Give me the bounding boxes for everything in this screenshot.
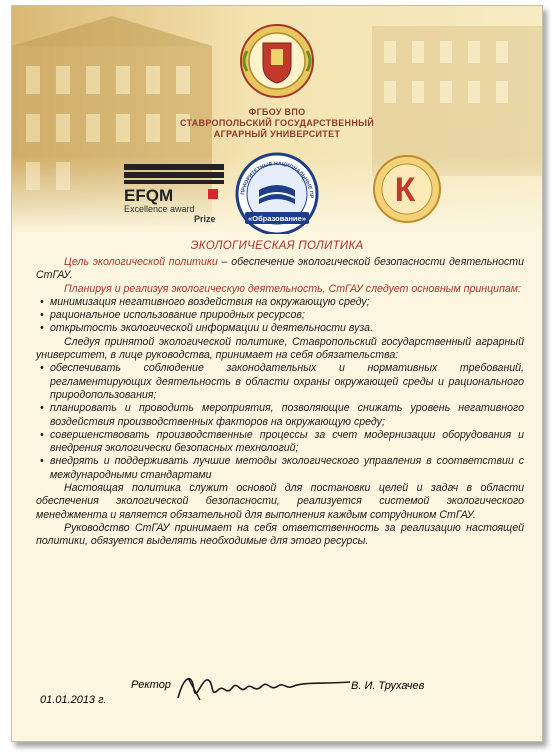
projects-arc-text: ПРИОРИТЕТНЫЕ НАЦИОНАЛЬНЫЕ ПР	[240, 160, 315, 199]
goal-rest: – обеспечение экологической безопасности деятельности СтГАУ.	[36, 256, 525, 282]
list-item: • рациональное использование природных ресурсов;	[50, 309, 524, 322]
efqm-wordmark: EFQM	[124, 186, 174, 205]
priority-national-projects-emblem	[237, 154, 317, 234]
list-item: • планировать и проводить мероприятия, позволяющие снижать уровень негативного воздействия производственных факторов на окружающую среду;	[50, 402, 524, 429]
quality-seal-icon	[374, 156, 440, 222]
list-item: • минимизация негативного воздействия на окружающую среду;	[50, 296, 524, 309]
efqm-award-line: Excellence award	[124, 204, 195, 214]
efqm-prize-line: Prize	[194, 214, 216, 224]
quality-seal-letter: К	[394, 171, 416, 209]
projects-label: «Образование»	[248, 214, 306, 223]
policy-document	[11, 5, 543, 742]
responsibility-paragraph: Руководство СтГАУ принимает на себя ответственность за реализацию настоящей политики, обязуется выделять необходимые для этого ресурсы.	[36, 521, 524, 548]
document-title: ЭКОЛОГИЧЕСКАЯ ПОЛИТИКА	[190, 240, 364, 252]
university-crest-icon	[241, 25, 313, 97]
principles-lead: Планируя и реализуя экологическую деятельность, СтГАУ следует основным принципам:	[64, 282, 521, 295]
document-date: 01.01.2013 г.	[40, 694, 107, 706]
basis-paragraph: Настоящая политика служит основой для постановки целей и задач в области обеспечения экологической безопасности, реализуется системой экологического менеджмента и является обязательной для выполнения каждым сотрудником СтГАУ.	[36, 482, 524, 521]
list-item: • внедрять и поддерживать лучшие методы экологического управления в соответствии с международными стандартами	[50, 455, 524, 482]
signatory-name: В. И. Трухачев	[351, 680, 425, 692]
commitments-list	[36, 362, 524, 482]
right-building-illustration	[372, 26, 542, 176]
list-item: • открытость экологической информации и деятельности вуза.	[50, 322, 524, 335]
org-line-3: АГРАРНЫЙ УНИВЕРСИТЕТ	[213, 129, 341, 139]
principles-list	[36, 296, 524, 336]
commitments-intro: Следуя принятой экологической политике, Ставропольский государственный аграрный университет, в лице руководства, принимает на себя обязательства:	[36, 335, 524, 362]
list-item: • совершенствовать производственные процессы за счет модернизации оборудования и внедрения экологически безопасных технологий;	[50, 429, 524, 456]
list-item: • обеспечивать соблюдение законодательных и нормативных требований, регламентирующих деятельность в области охраны окружающей среды и рационального природопользования;	[50, 362, 524, 402]
policy-body	[36, 256, 524, 549]
goal-lead: Цель экологической политики	[64, 256, 218, 268]
org-line-2: СТАВРОПОЛЬСКИЙ ГОСУДАРСТВЕННЫЙ	[179, 118, 375, 128]
signatory-role: Ректор	[131, 679, 171, 691]
handwritten-signature	[174, 668, 354, 708]
goal-paragraph	[36, 256, 524, 283]
org-line-1: ФГБОУ ВПО	[248, 107, 306, 117]
